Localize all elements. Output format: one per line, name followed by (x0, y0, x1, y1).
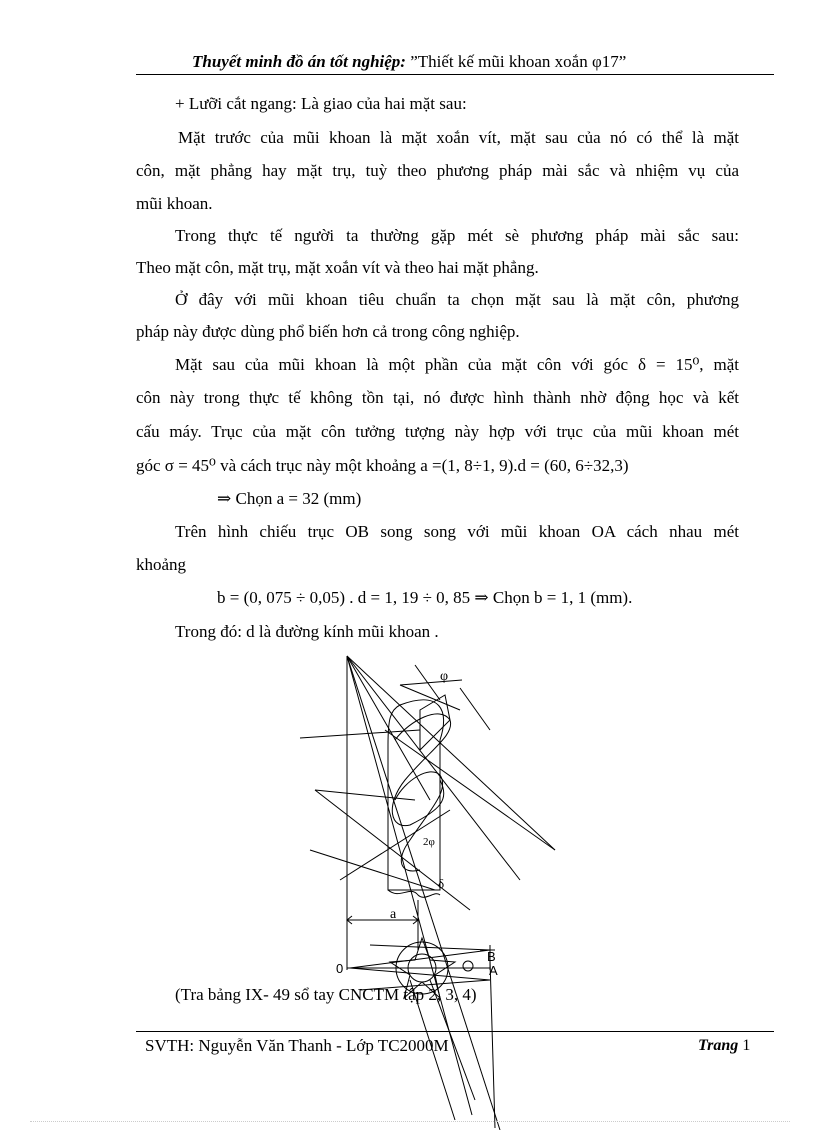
paragraph-line: cấu máy. Trục của mặt côn tưởng tượng này hợp với trục của mũi khoan mét (136, 422, 739, 441)
paragraph-line: Trong thực tế người ta thường gặp mét sè phương pháp mài sắc sau: (175, 226, 739, 245)
label-delta: δ (438, 876, 445, 891)
paragraph-line: Theo mặt côn, mặt trụ, mặt xoắn vít và theo hai mặt phẳng. (136, 258, 539, 277)
drill-diagram (290, 650, 590, 1130)
label-o: 0 (336, 961, 344, 976)
header-title-rest: ”Thiết kế mũi khoan xoắn φ17” (405, 52, 627, 71)
paragraph-line: + Lưỡi cắt ngang: Là giao của hai mặt sau: (175, 94, 467, 113)
paragraph-line: côn này trong thực tế không tồn tại, nó được hình thành nhờ động học và kết (136, 388, 739, 407)
page-header (136, 50, 774, 75)
label-a: a (390, 907, 397, 922)
label-a-point: A (489, 963, 498, 978)
footer-author: SVTH: Nguyễn Văn Thanh - Lớp TC2000M (145, 1036, 449, 1055)
footer-divider (136, 1031, 774, 1032)
paragraph-line: Trên hình chiếu trục OB song song với mũi khoan OA cách nhau mét (175, 522, 739, 541)
header-title-italic: Thuyết minh đồ án tốt nghiệp: (192, 52, 406, 71)
paragraph-line: côn, mặt phẳng hay mặt trụ, tuỳ theo phương pháp mài sắc và nhiệm vụ của (136, 161, 739, 180)
paragraph-line: b = (0, 075 ÷ 0,05) . d = 1, 19 ÷ 0, 85 ⇒ Chọn b = 1, 1 (mm). (217, 588, 633, 607)
drill-drawing-lines (300, 656, 555, 1130)
bottom-dotted-line (30, 1121, 790, 1122)
paragraph-line: khoảng (136, 555, 187, 574)
label-b: B (487, 949, 496, 964)
label-phi: φ (440, 669, 449, 684)
paragraph-line: mũi khoan. (136, 194, 213, 213)
page-number (698, 1037, 750, 1055)
page-word: Trang (698, 1037, 739, 1054)
reference-note: (Tra bảng IX- 49 sổ tay CNCTM tập 2, 3, 4) (175, 985, 477, 1004)
label-2phi: 2φ (423, 836, 435, 848)
paragraph-line: ⇒ Chọn a = 32 (mm) (217, 489, 362, 508)
paragraph-line: Ở đây với mũi khoan tiêu chuẩn ta chọn mặt sau là mặt côn, phương (175, 290, 739, 309)
paragraph-line: Mặt trước của mũi khoan là mặt xoắn vít, mặt sau của nó có thể là mặt (178, 128, 739, 147)
paragraph-line: Trong đó: d là đường kính mũi khoan . (175, 622, 439, 641)
header-title (192, 52, 626, 72)
paragraph-line: pháp này được dùng phổ biến hơn cả trong công nghiệp. (136, 322, 520, 341)
paragraph-line: Mặt sau của mũi khoan là một phần của mặt côn với góc δ = 15⁰, mặt (175, 355, 739, 374)
paragraph-line: góc σ = 45⁰ và cách trục này một khoảng a =(1, 8÷1, 9).d = (60, 6÷32,3) (136, 456, 629, 475)
page-num: 1 (742, 1037, 751, 1054)
